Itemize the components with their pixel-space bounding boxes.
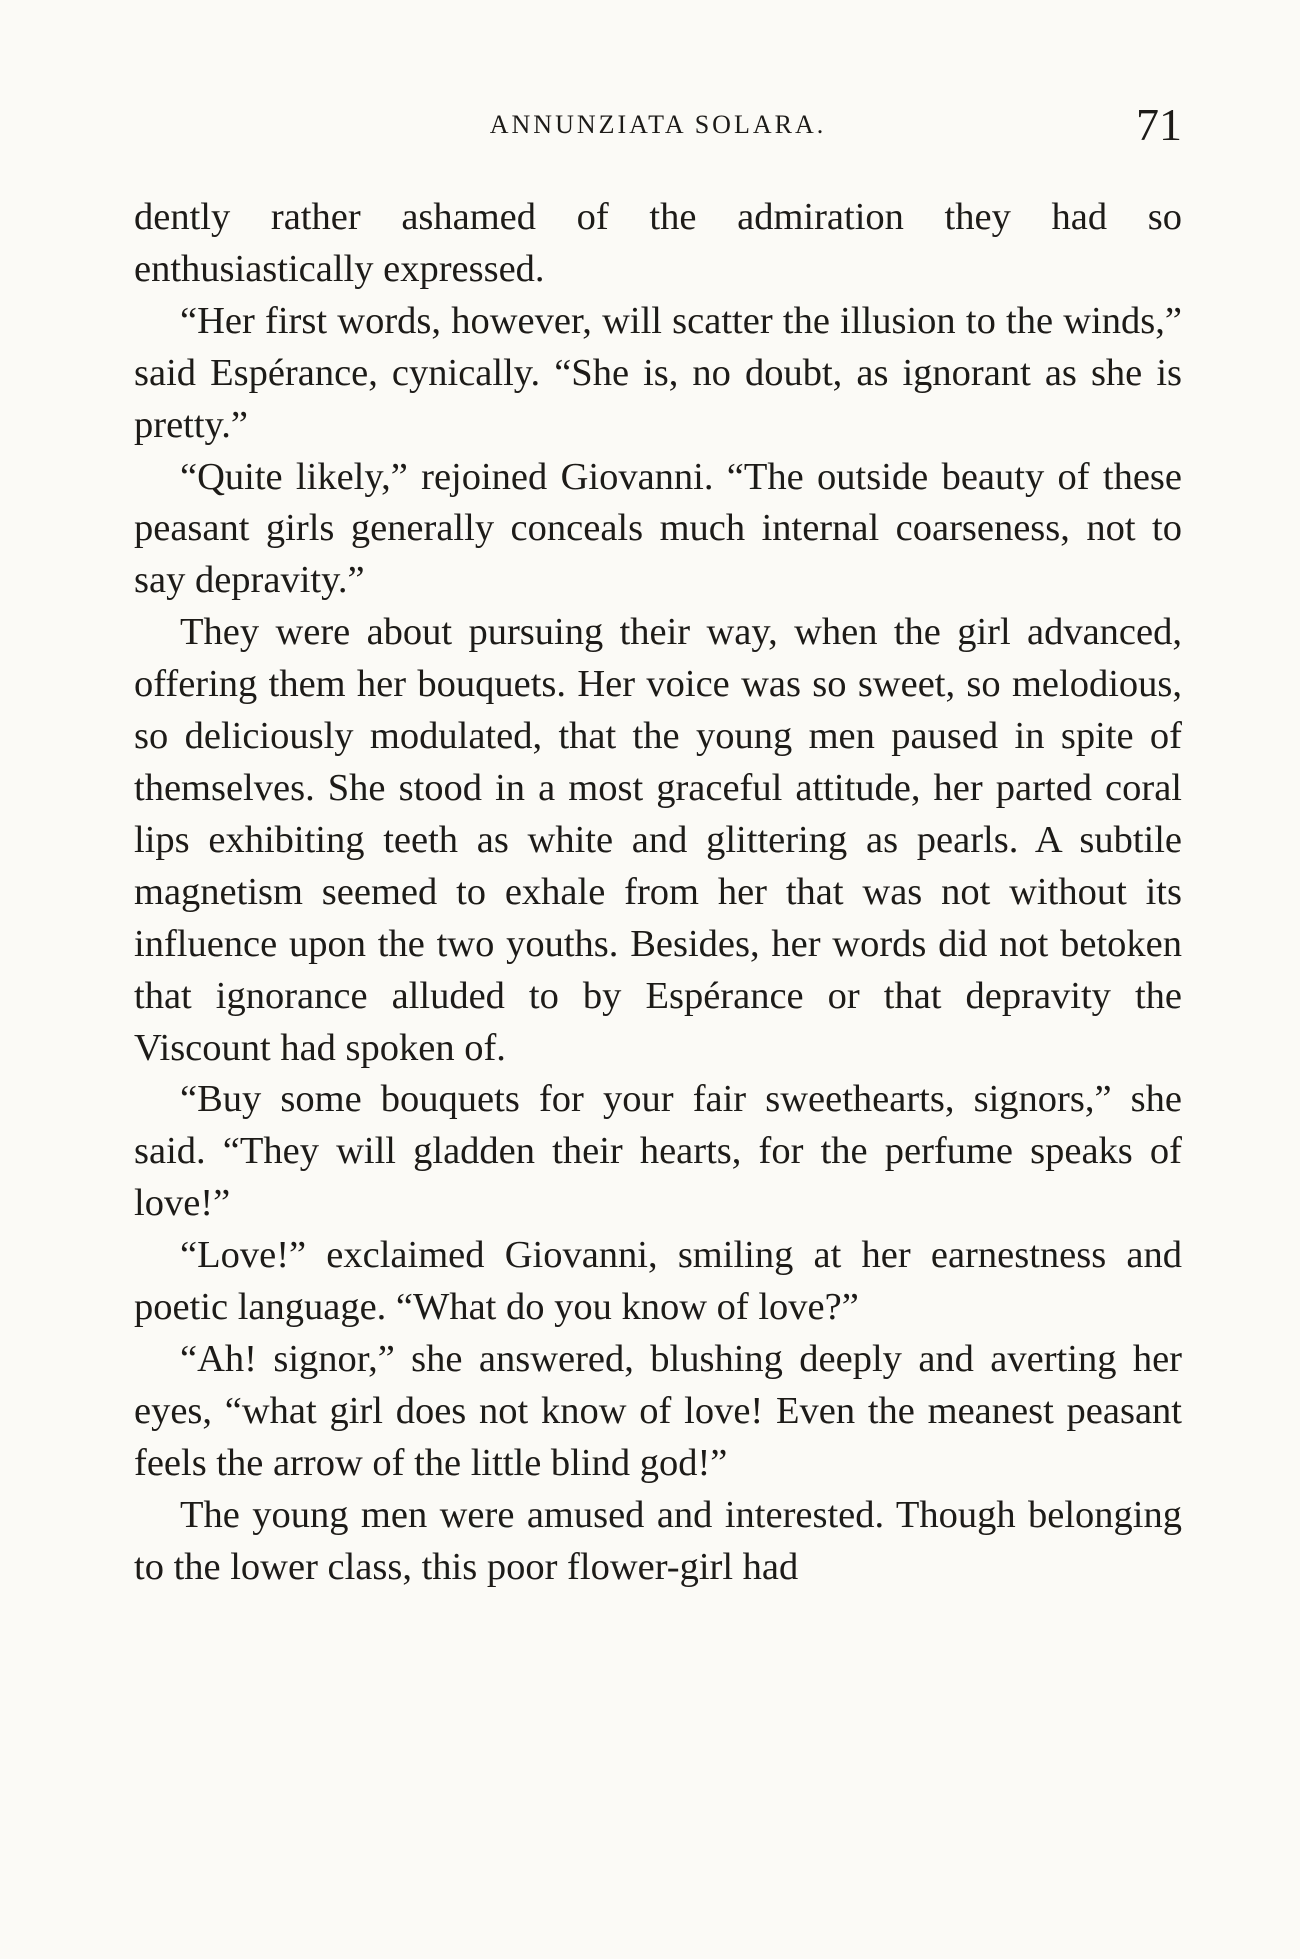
running-head: ANNUNZIATA SOLARA.	[489, 110, 827, 139]
page-header	[134, 98, 1182, 158]
paragraph-continued: dently rather ashamed of the admiration they had so enthusiastically expressed.	[134, 196, 1182, 290]
paragraph: They were about pursuing their way, when the girl advanced, offering them her bouquets. Her voice was so sweet, so melodious, so deliciously modulated, that the young men paused in spite of themselves. She stood in a most graceful attitude, her parted coral lips exhibiting teeth as white and glittering as pearls. A subtile magnetism seemed to exhale from her that was not without its influence upon the two youths. Besides, her words did not betoken that ignorance alluded to by Espérance or that depravity the Viscount had spoken of.	[134, 611, 1182, 1069]
paragraph: “Her first words, however, will scatter the illusion to the winds,” said Espérance, cynically. “She is, no doubt, as ignorant as she is pretty.”	[134, 299, 1182, 446]
paragraph: “Quite likely,” rejoined Giovanni. “The outside beauty of these peasant girls generally conceals much internal coarseness, not to say depravity.”	[134, 455, 1182, 602]
paragraph: The young men were amused and interested. Though belonging to the lower class, this poor flower-girl had	[134, 1493, 1182, 1588]
page-number: 71	[1136, 99, 1182, 150]
body-text	[134, 192, 1182, 1593]
paragraph: “Ah! signor,” she answered, blushing deeply and averting her eyes, “what girl does not know of love! Even the meanest peasant feels the arrow of the little blind god!”	[134, 1337, 1182, 1484]
paragraph: “Buy some bouquets for your fair sweethearts, signors,” she said. “They will gladden their hearts, for the perfume speaks of love!”	[134, 1078, 1182, 1225]
paragraph: “Love!” exclaimed Giovanni, smiling at her earnestness and poetic language. “What do you know of love?”	[134, 1234, 1182, 1329]
